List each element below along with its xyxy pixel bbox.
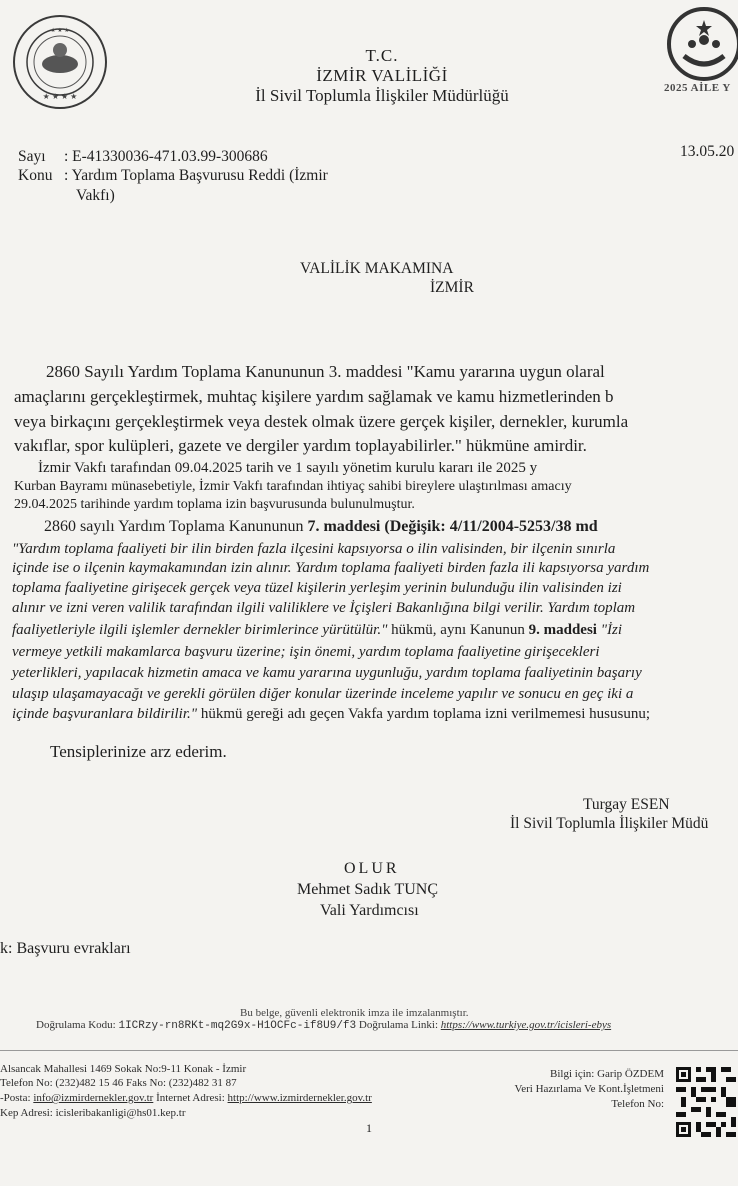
body-p3-italic-line: yeterlikleri, yapılacak hizmetin amaca ve kamu yararına uygunluğu, yardım toplama faaliyetinin başarıy — [12, 665, 642, 681]
body-p3-italic-end: faaliyetleriyle ilgili işlemler dernekler birimlerince yürütülür." — [12, 622, 388, 638]
verification-label: Doğrulama Kodu: — [36, 1019, 119, 1031]
body-p2-line: Kurban Bayramı münasebetiyle, İzmir Vakfı tarafından ihtiyaç sahibi bireylere ulaştırılması amacıy — [14, 479, 572, 494]
verification-link[interactable]: https://www.turkiye.gov.tr/icisleri-ebys — [440, 1019, 612, 1031]
svg-text:★ ★ ★: ★ ★ ★ — [50, 28, 70, 34]
email-link[interactable]: info@izmirdernekler.gov.tr — [33, 1092, 154, 1104]
header-governorship: İZMİR VALİLİĞİ — [316, 66, 448, 85]
addressee-line1: VALİLİK MAKAMINA — [300, 260, 454, 277]
footer-contact-person: Bilgi için: Garip ÖZDEM — [550, 1068, 664, 1080]
sayi-value: : E-41330036-471.03.99-300686 — [64, 148, 268, 165]
body-p3-italic-line: vermeye yetkili makamlarca başvuru üzerine; işin önemi, yardım toplama faaliyetine girişecekleri — [12, 644, 600, 660]
body-p3-italic-line: içinde ise o ilçenin kaymakamından izin alınır. Yardım toplama faaliyeti birden fazla ili kapsıyorsa yardım — [12, 560, 650, 576]
body-p3-italic-line: "Yardım toplama faaliyeti bir ilin birden fazla ilçesini kapsıyorsa o ilin valisinden, bir ilçenin sınırla — [12, 541, 616, 557]
signatory-title: İl Sivil Toplumla İlişkiler Müdü — [510, 815, 709, 832]
approver-title: Vali Yardımcısı — [320, 902, 419, 919]
body-p1-line: vakıflar, spor kulüpleri, gazete ve dergiler yardım toplayabilirler." hükmüne amirdir. — [14, 436, 587, 455]
internet-label: İnternet Adresi: — [153, 1092, 228, 1104]
family-year-logo — [666, 6, 738, 82]
internet-link[interactable]: http://www.izmirdernekler.gov.tr — [227, 1092, 372, 1104]
body-p3-italic-start: "İzi — [596, 622, 623, 638]
signatory-name: Turgay ESEN — [583, 796, 670, 813]
body-p1-line: amaçlarını gerçekleştirmek, muhtaç kişilere yardım sağlamak ve kamu hizmetlerinden b — [14, 387, 614, 406]
body-p3-italic-end: içinde başvuranlara bildirilir." — [12, 706, 198, 722]
body-p3-text: hükmü, aynı Kanunun — [387, 622, 529, 638]
svg-text:★ ★ ★ ★: ★ ★ ★ ★ — [42, 92, 78, 101]
footer-contact-phone: Telefon No: — [611, 1098, 664, 1110]
body-p3-italic-line: toplama faaliyetine girişecek gerçek veya tüzel kişilerin yerleşim yerinin bulunduğu ilin valisinden izi — [12, 580, 622, 596]
verification-code: 1ICRzy-rn8RKt-mq2G9x-H1OCFc-if8U9/f3 — [118, 1020, 357, 1032]
body-p1-line: 2860 Sayılı Yardım Toplama Kanununun 3. maddesi "Kamu yararına uygun olaral — [46, 362, 605, 381]
body-p3-italic-line: ulaşıp ulaşamayacağı ve gerekli görülen diğer konular üzerinde inceleme yapılır ve sonucu en geç iki a — [12, 686, 634, 702]
qr-code-icon — [676, 1066, 736, 1138]
document-date: 13.05.20 — [680, 143, 735, 160]
footer-email-web — [0, 1092, 372, 1104]
body-p2-line: İzmir Vakfı tarafından 09.04.2025 tarih ve 1 sayılı yönetim kurulu kararı ile 2025 y — [38, 460, 538, 476]
attachment-note: k: Başvuru evrakları — [0, 940, 131, 957]
footer-divider — [0, 1050, 738, 1051]
footer-kep: Kep Adresi: icisleribakanligi@hs01.kep.tr — [0, 1107, 186, 1119]
approver-name: Mehmet Sadık TUNÇ — [297, 881, 439, 898]
header-tc: T.C. — [365, 46, 399, 65]
addressee-line2: İZMİR — [430, 279, 474, 296]
page-number: 1 — [366, 1121, 372, 1135]
header-directorate: İl Sivil Toplumla İlişkiler Müdürlüğü — [255, 86, 509, 105]
body-p1-line: veya birkaçını gerçekleştirmek veya destek olmak üzere gerçek kişiler, dernekler, kurumla — [14, 412, 629, 431]
approval-olur: OLUR — [344, 860, 400, 877]
body-p3-text: 2860 sayılı Yardım Toplama Kanununun — [44, 518, 308, 535]
email-label: -Posta: — [0, 1092, 34, 1104]
article-9-ref: 9. maddesi — [528, 622, 597, 638]
body-p3-italic-line: alınır ve izni veren valilik tarafından ilgili valiliklere ve İçişleri Bakanlığına bilgi verilir. Yardım toplam — [12, 600, 636, 616]
esignature-note: Bu belge, güvenli elektronik imza ile imzalanmıştır. — [240, 1007, 469, 1019]
campaign-text: 2025 AİLE Y — [664, 82, 731, 94]
footer-address: Alsancak Mahallesi 1469 Sokak No:9-11 Konak - İzmir — [0, 1063, 247, 1075]
body-p3-line5 — [12, 622, 622, 639]
footer-contact-role: Veri Hazırlama Ve Kont.İşletmeni — [514, 1083, 664, 1095]
verification-link-label: Doğrulama Linki: — [356, 1019, 441, 1031]
body-p2-line: 29.04.2025 tarihinde yardım toplama izin başvurusunda bulunulmuştur. — [14, 497, 415, 512]
konu-label: Konu — [18, 167, 53, 184]
sayi-label: Sayı — [18, 148, 46, 165]
closing-text: Tensiplerinize arz ederim. — [50, 742, 227, 761]
verification-line — [36, 1019, 611, 1032]
footer-phone: Telefon No: (232)482 15 46 Faks No: (232)482 31 87 — [0, 1077, 237, 1089]
article-7-ref: 7. maddesi (Değişik: 4/11/2004-5253/38 md — [307, 518, 598, 535]
body-p3-text: hükmü gereği adı geçen Vakfa yardım toplama izni verilmemesi hususunu; — [197, 706, 650, 722]
konu-value: : Yardım Toplama Başvurusu Reddi (İzmir — [64, 167, 328, 184]
konu-value-cont: Vakfı) — [76, 187, 115, 204]
body-p3-line — [44, 518, 598, 536]
body-p3-line9 — [12, 706, 650, 723]
